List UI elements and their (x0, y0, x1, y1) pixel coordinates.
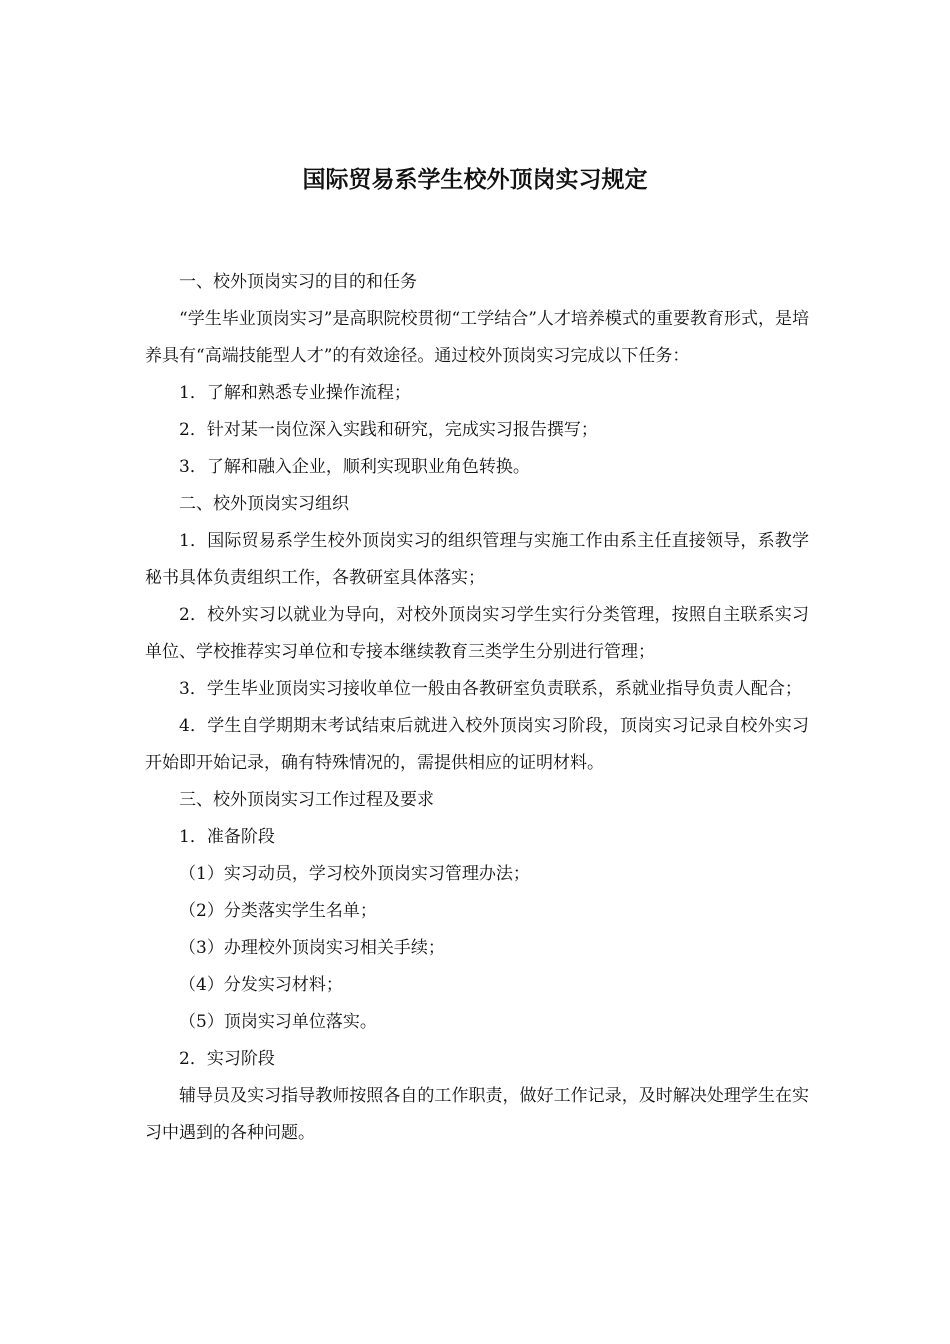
list-item-org-4: 4．学生自学期期末考试结束后就进入校外顶岗实习阶段，顶岗实习记录自校外实习开始即开始记录，确有特殊情况的，需提供相应的证明材料。 (145, 716, 809, 773)
list-item-org-2: 2．校外实习以就业为导向，对校外顶岗实习学生实行分类管理，按照自主联系实习单位、学校推荐实习单位和专接本继续教育三类学生分别进行管理； (145, 605, 809, 662)
section-heading-3: 三、校外顶岗实习工作过程及要求 (179, 790, 434, 810)
list-item-task-1: 1．了解和熟悉专业操作流程； (179, 383, 411, 403)
list-item-prep-4: （4）分发实习材料； (179, 975, 343, 995)
list-item-prep-2: （2）分类落实学生名单； (179, 901, 377, 921)
list-item-prep-3: （3）办理校外顶岗实习相关手续； (179, 938, 445, 958)
paragraph-intern-stage: 辅导员及实习指导教师按照各自的工作职责，做好工作记录，及时解决处理学生在实习中遇到的各种问题。 (145, 1086, 809, 1143)
section-heading-2: 二、校外顶岗实习组织 (179, 494, 349, 514)
list-item-org-3: 3．学生毕业顶岗实习接收单位一般由各教研室负责联系，系就业指导负责人配合； (179, 679, 802, 699)
list-item-org-1: 1．国际贸易系学生校外顶岗实习的组织管理与实施工作由系主任直接领导，系教学秘书具体负责组织工作，各教研室具体落实； (145, 531, 809, 588)
document-body (145, 264, 809, 1152)
list-item-prep-1: （1）实习动员，学习校外顶岗实习管理办法； (179, 864, 530, 884)
list-item-task-3: 3．了解和融入企业，顺利实现职业角色转换。 (179, 457, 530, 477)
paragraph-intro: “学生毕业顶岗实习”是高职院校贯彻“工学结合”人才培养模式的重要教育形式，是培养具有“高端技能型人才”的有效途径。通过校外顶岗实习完成以下任务： (145, 309, 809, 366)
section-heading-1: 一、校外顶岗实习的目的和任务 (179, 272, 417, 292)
subheading-prep-stage: 1．准备阶段 (179, 827, 275, 847)
list-item-prep-5: （5）顶岗实习单位落实。 (179, 1012, 377, 1032)
subheading-intern-stage: 2．实习阶段 (179, 1049, 275, 1069)
document-title: 国际贸易系学生校外顶岗实习规定 (302, 167, 648, 193)
list-item-task-2: 2．针对某一岗位深入实践和研究，完成实习报告撰写； (179, 420, 598, 440)
